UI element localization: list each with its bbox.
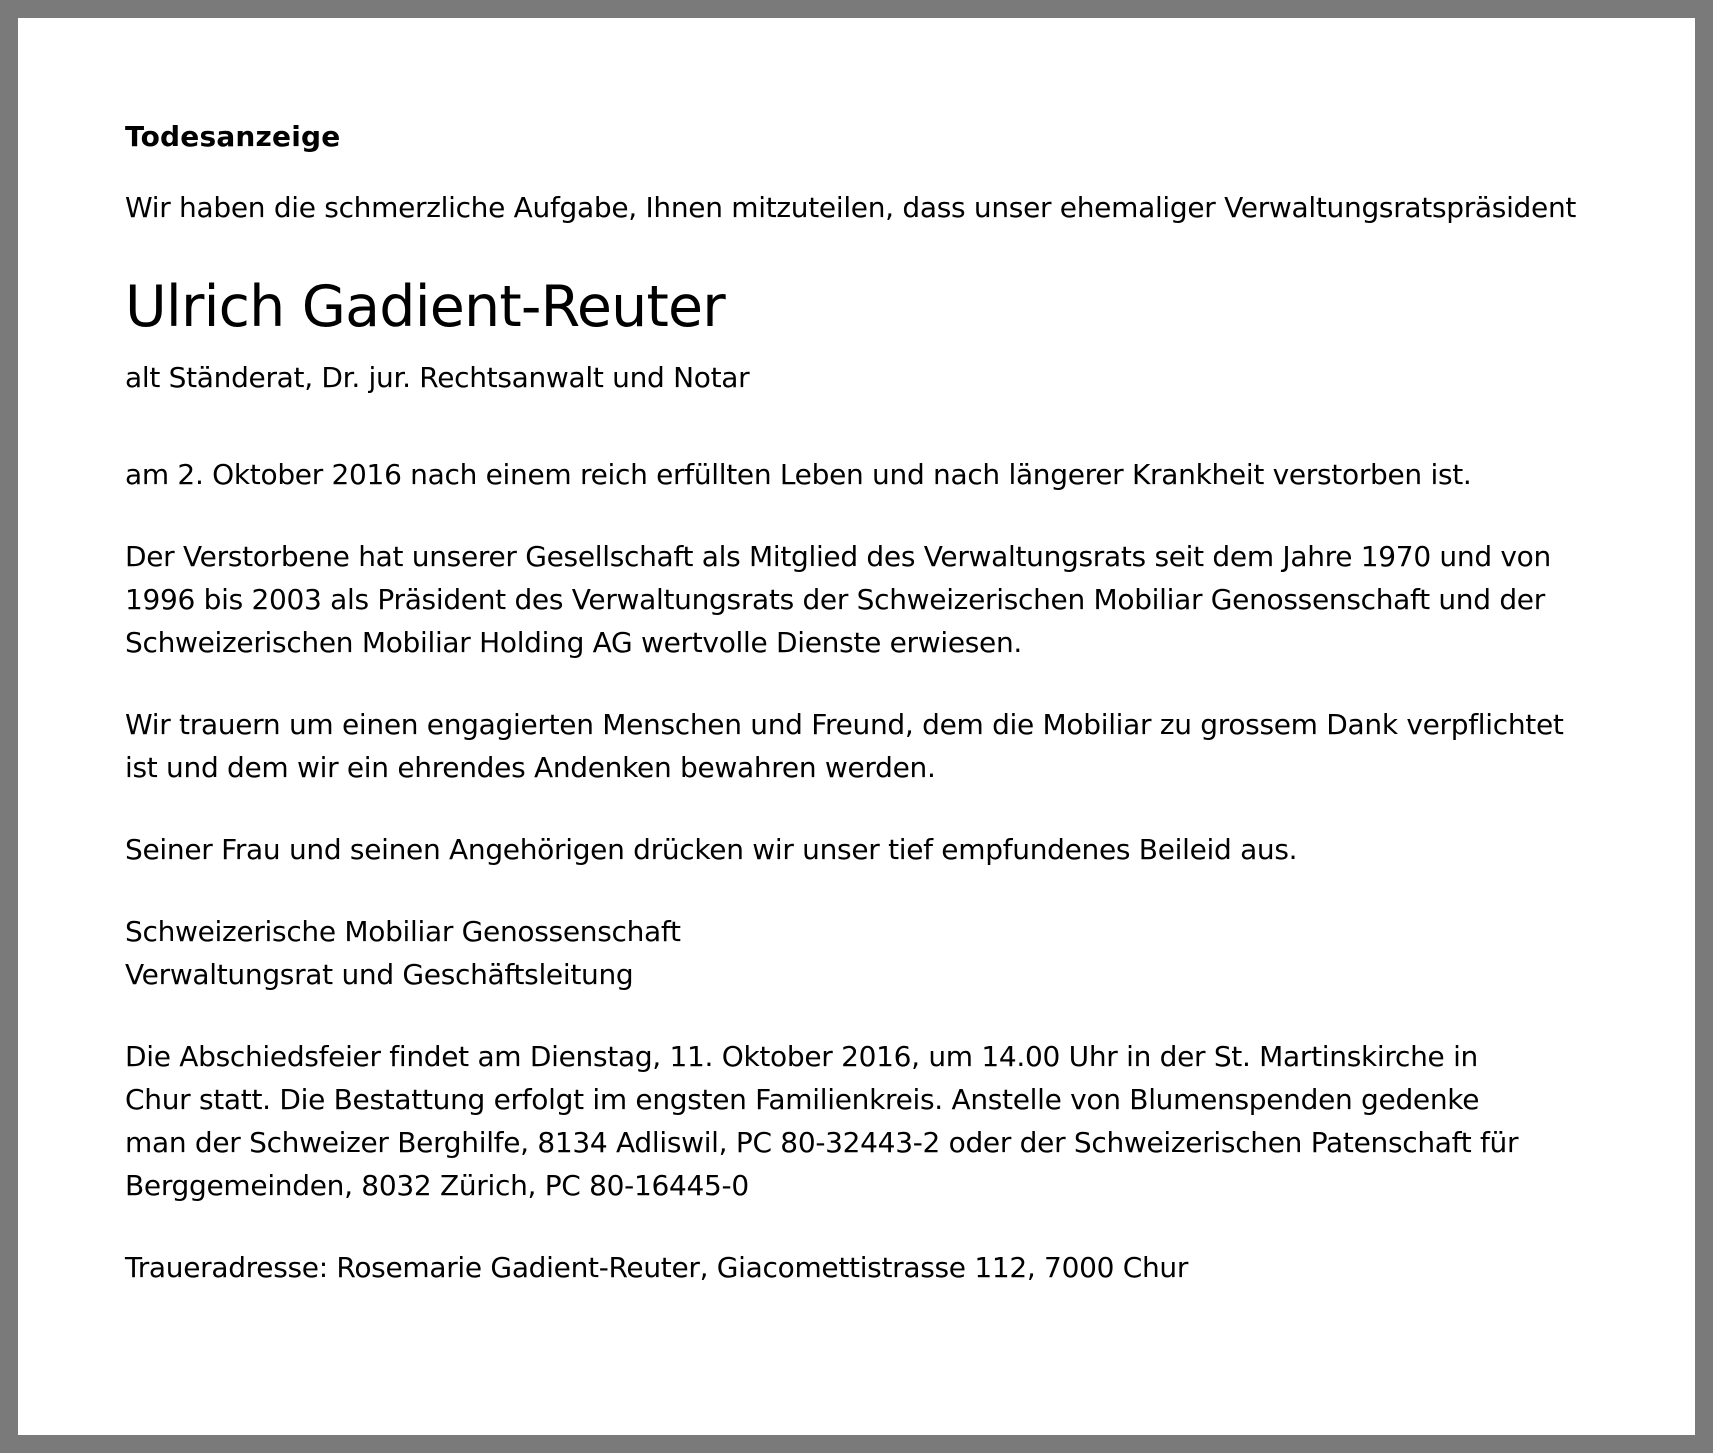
deceased-name: Ulrich Gadient-Reuter	[125, 274, 725, 340]
notice-heading: Todesanzeige	[125, 120, 341, 153]
ceremony-line: Berggemeinden, 8032 Zürich, PC 80-16445-0	[125, 1169, 749, 1202]
ceremony-paragraph	[125, 1035, 1605, 1207]
signature-block	[125, 910, 1605, 996]
service-line: Schweizerischen Mobiliar Holding AG wertvolle Dienste erwiesen.	[125, 626, 1023, 659]
ceremony-line: man der Schweizer Berghilfe, 8134 Adliswil, PC 80-32443-2 oder der Schweizerischen Patenschaft für	[125, 1126, 1519, 1159]
service-paragraph	[125, 535, 1605, 664]
mourning-line: Wir trauern um einen engagierten Menschen und Freund, dem die Mobiliar zu grossem Dank verpflichtet	[125, 708, 1564, 741]
service-line: Der Verstorbene hat unserer Gesellschaft als Mitglied des Verwaltungsrats seit dem Jahre 1970 und von	[125, 540, 1551, 573]
death-announcement: am 2. Oktober 2016 nach einem reich erfüllten Leben und nach längerer Krankheit verstorben ist.	[125, 458, 1472, 491]
signature-line: Schweizerische Mobiliar Genossenschaft	[125, 915, 681, 948]
signature-line: Verwaltungsrat und Geschäftsleitung	[125, 958, 634, 991]
service-line: 1996 bis 2003 als Präsident des Verwaltungsrats der Schweizerischen Mobiliar Genossenschaft und der	[125, 583, 1545, 616]
mourning-paragraph	[125, 703, 1605, 789]
intro-text: Wir haben die schmerzliche Aufgabe, Ihnen mitzuteilen, dass unser ehemaliger Verwaltungsratspräsident	[125, 191, 1577, 224]
ceremony-line: Chur statt. Die Bestattung erfolgt im engsten Familienkreis. Anstelle von Blumenspenden gedenke	[125, 1083, 1480, 1116]
mourning-address: Traueradresse: Rosemarie Gadient-Reuter, Giacomettistrasse 112, 7000 Chur	[125, 1251, 1189, 1284]
mourning-line: ist und dem wir ein ehrendes Andenken bewahren werden.	[125, 751, 936, 784]
ceremony-line: Die Abschiedsfeier findet am Dienstag, 11. Oktober 2016, um 14.00 Uhr in der St. Martinskirche in	[125, 1040, 1478, 1073]
condolence-text: Seiner Frau und seinen Angehörigen drücken wir unser tief empfundenes Beileid aus.	[125, 833, 1298, 866]
obituary-content	[125, 120, 1605, 1289]
deceased-title: alt Ständerat, Dr. jur. Rechtsanwalt und Notar	[125, 361, 750, 394]
